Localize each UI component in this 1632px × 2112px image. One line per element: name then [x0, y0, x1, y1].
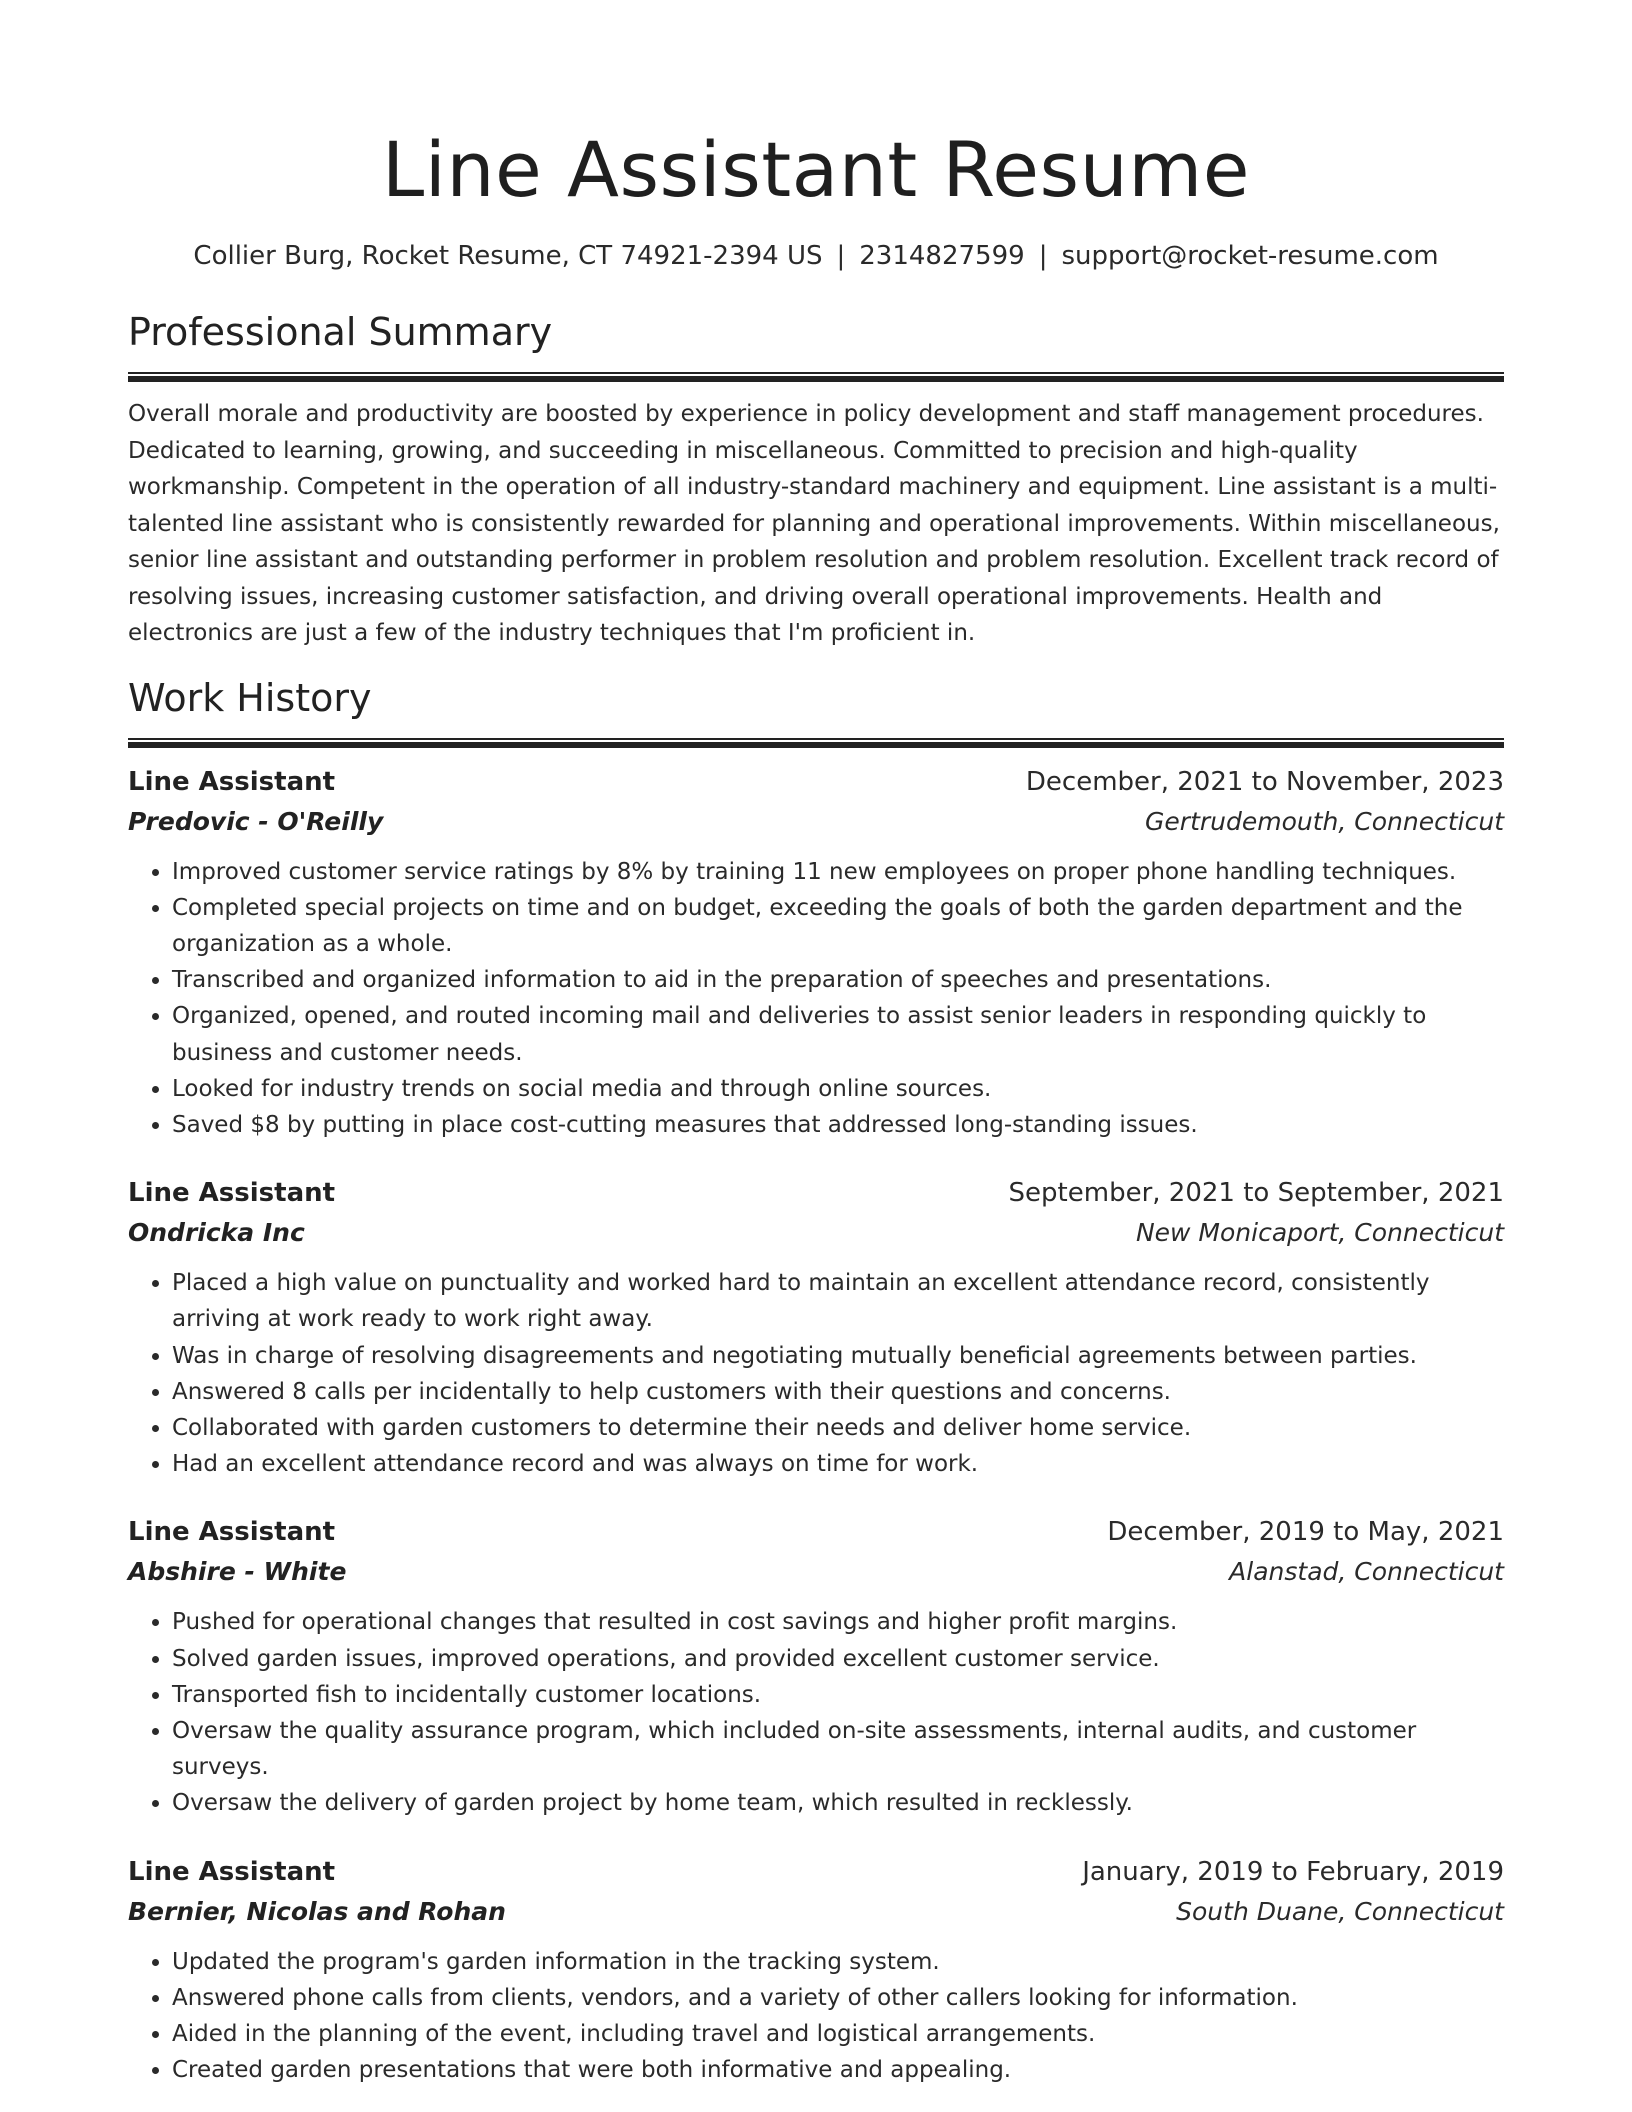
resume-page — [128, 0, 1504, 2088]
job-entry — [128, 762, 1504, 1144]
job-bullet: • Saved $8 by putting in place cost-cutting measures that addressed long-standing issues. — [172, 1107, 1504, 1143]
job-bullet: • Organized, opened, and routed incoming mail and deliveries to assist senior leaders in responding quickly to business and customer needs. — [172, 998, 1504, 1070]
contact-phone: 2314827599 — [859, 241, 1025, 271]
job-location: South Duane, Connecticut — [1176, 1896, 1504, 1926]
job-dates: January, 2019 to February, 2019 — [1082, 1856, 1504, 1887]
job-bullet: • Had an excellent attendance record and was always on time for work. — [172, 1446, 1504, 1482]
job-entry — [128, 1173, 1504, 1482]
resume-title: Line Assistant Resume — [381, 125, 1251, 214]
job-bullet: • Solved garden issues, improved operations, and provided excellent customer service. — [172, 1641, 1504, 1677]
job-subheader-row — [128, 1213, 1504, 1253]
contact-separator: | — [1038, 241, 1048, 271]
contact-email: support@rocket-resume.com — [1061, 241, 1439, 271]
contact-line — [128, 238, 1504, 274]
job-bullet: • Transported fish to incidentally customer locations. — [172, 1677, 1504, 1713]
job-bullet: • Placed a high value on punctuality and worked hard to maintain an excellent attendance record, consistently arriving at work ready to work right away. — [172, 1265, 1504, 1337]
job-title: Line Assistant — [128, 1517, 336, 1548]
job-title: Line Assistant — [128, 1178, 336, 1209]
section-heading-summary: Professional Summary — [128, 310, 553, 354]
job-title: Line Assistant — [128, 1856, 336, 1887]
job-bullets — [128, 1944, 1504, 2089]
job-company: Abshire - White — [128, 1557, 347, 1587]
job-bullet: • Created garden presentations that were both informative and appealing. — [172, 2052, 1504, 2088]
job-company: Predovic - O'Reilly — [128, 806, 384, 836]
section-divider — [128, 372, 1504, 382]
job-subheader-row — [128, 802, 1504, 842]
job-bullet: • Updated the program's garden information in the tracking system. — [172, 1944, 1504, 1980]
job-title: Line Assistant — [128, 766, 336, 797]
job-header-row — [128, 1852, 1504, 1892]
job-company: Bernier, Nicolas and Rohan — [128, 1896, 506, 1926]
job-entry — [128, 1512, 1504, 1821]
job-bullet: • Improved customer service ratings by 8% by training 11 new employees on proper phone handling techniques. — [172, 854, 1504, 890]
job-bullets — [128, 1604, 1504, 1821]
work-history-section — [128, 674, 1504, 2089]
job-location: Alanstad, Connecticut — [1229, 1557, 1504, 1587]
job-bullet: • Oversaw the delivery of garden project by home team, which resulted in recklessly. — [172, 1785, 1504, 1821]
job-bullet: • Answered 8 calls per incidentally to help customers with their questions and concerns. — [172, 1374, 1504, 1410]
summary-text: Overall morale and productivity are boosted by experience in policy development and staff management procedures. Dedicated to learning, growing, and succeeding in miscellaneous. Committed to precision and high-quality workmanship. Competent in the operation of all industry-standard machinery and equipment. Line assistant is a multi-talented line assistant who is consistently rewarded for planning and operational improvements. Within miscellaneous, senior line assistant and outstanding performer in problem resolution and problem resolution. Excellent track record of resolving issues, increasing customer satisfaction, and driving overall operational improvements. Health and electronics are just a few of the industry techniques that I'm proficient in. — [128, 401, 1500, 646]
job-bullets — [128, 854, 1504, 1144]
job-bullet: • Transcribed and organized information to aid in the preparation of speeches and presentations. — [172, 962, 1504, 998]
job-subheader-row — [128, 1892, 1504, 1932]
job-subheader-row — [128, 1552, 1504, 1592]
job-bullet: • Was in charge of resolving disagreements and negotiating mutually beneficial agreements between parties. — [172, 1338, 1504, 1374]
job-entry — [128, 1852, 1504, 2089]
job-bullets — [128, 1265, 1504, 1482]
job-dates: December, 2021 to November, 2023 — [1025, 766, 1504, 797]
job-location: New Monicaport, Connecticut — [1135, 1218, 1504, 1248]
job-bullet: • Looked for industry trends on social media and through online sources. — [172, 1071, 1504, 1107]
job-location: Gertrudemouth, Connecticut — [1145, 806, 1504, 836]
contact-separator: | — [836, 241, 846, 271]
section-heading-work-history: Work History — [128, 675, 372, 720]
job-bullet: • Answered phone calls from clients, vendors, and a variety of other callers looking for information. — [172, 1980, 1504, 2016]
job-bullet: • Aided in the planning of the event, including travel and logistical arrangements. — [172, 2016, 1504, 2052]
contact-address: Collier Burg, Rocket Resume, CT 74921-2394 US — [193, 241, 823, 271]
job-header-row — [128, 1512, 1504, 1552]
professional-summary-section — [128, 308, 1504, 652]
job-bullet: • Pushed for operational changes that resulted in cost savings and higher profit margins. — [172, 1604, 1504, 1640]
job-bullet: • Collaborated with garden customers to determine their needs and deliver home service. — [172, 1410, 1504, 1446]
section-divider — [128, 738, 1504, 748]
job-company: Ondricka Inc — [128, 1218, 305, 1248]
job-dates: September, 2021 to September, 2021 — [1008, 1178, 1504, 1209]
job-header-row — [128, 762, 1504, 802]
job-bullet: • Completed special projects on time and on budget, exceeding the goals of both the garden department and the organization as a whole. — [172, 890, 1504, 962]
job-bullet: • Oversaw the quality assurance program, which included on-site assessments, internal audits, and customer surveys. — [172, 1713, 1504, 1785]
job-header-row — [128, 1173, 1504, 1213]
job-dates: December, 2019 to May, 2021 — [1107, 1517, 1504, 1548]
